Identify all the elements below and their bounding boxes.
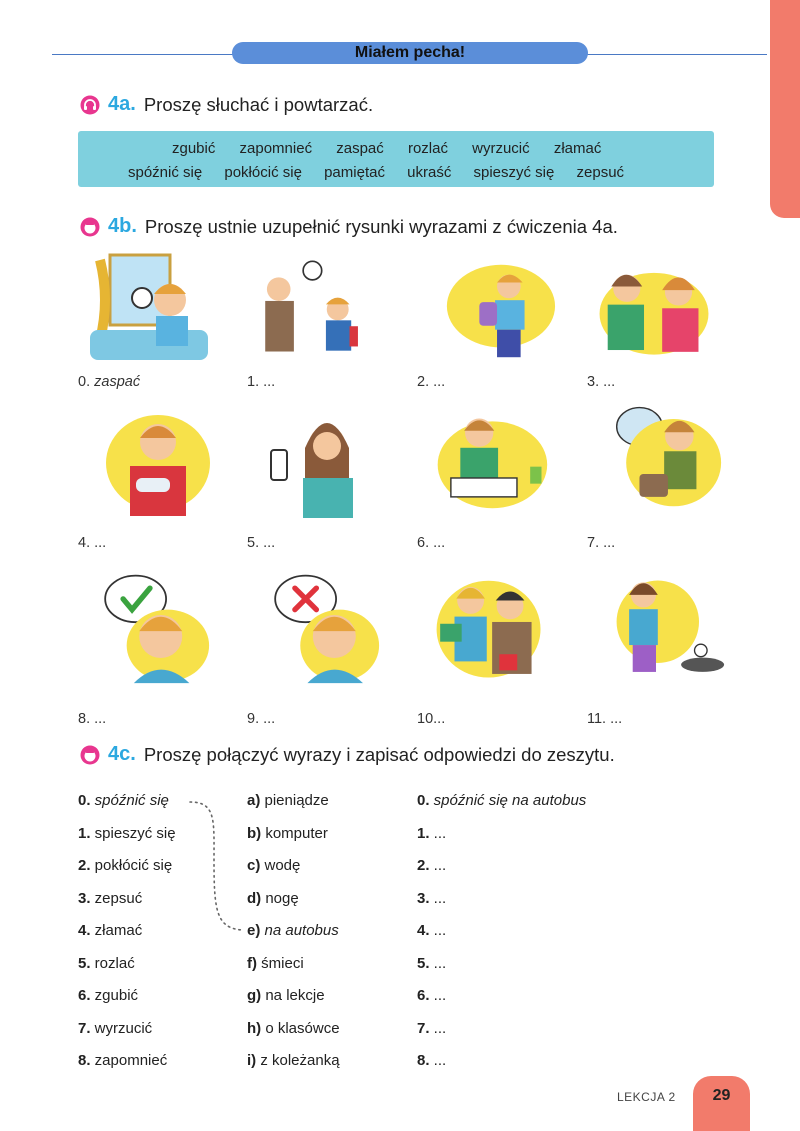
caption-text: ... xyxy=(94,711,107,727)
complement-item xyxy=(247,987,325,1004)
complement-item-label: i) xyxy=(247,1052,257,1069)
word: ukraść xyxy=(407,164,452,181)
caption-8 xyxy=(78,711,106,727)
verb-item-label: 4. xyxy=(78,922,91,939)
caption-0 xyxy=(78,374,140,390)
speaking-icon xyxy=(80,217,100,237)
complement-item-text: na autobus xyxy=(260,922,339,939)
caption-4 xyxy=(78,535,106,551)
answer-item xyxy=(417,857,446,874)
answer-item-text: ... xyxy=(429,922,447,939)
complement-item-label: h) xyxy=(247,1019,262,1037)
caption-text: ... xyxy=(603,535,616,551)
verb-item-text: wyrzucić xyxy=(90,1019,153,1037)
caption-1 xyxy=(247,374,275,390)
caption-text: ... xyxy=(610,711,623,727)
answer-item-text: ... xyxy=(429,824,447,842)
caption-number: 1. xyxy=(247,374,260,390)
verb-item-text: zapomnieć xyxy=(90,1052,168,1069)
word: zepsuć xyxy=(576,164,625,181)
complement-item-text: śmieci xyxy=(257,954,304,972)
ex4a-number: 4a. xyxy=(108,93,136,115)
side-tab xyxy=(770,0,800,218)
illustration-spill xyxy=(432,405,550,517)
verb-item xyxy=(78,955,135,972)
answer-item xyxy=(417,825,446,842)
complement-item xyxy=(247,1052,340,1069)
answer-item-text: ... xyxy=(429,954,447,972)
caption-number: 6. xyxy=(417,535,430,551)
answer-item-label: 7. xyxy=(417,1019,430,1037)
complement-item-label: g) xyxy=(247,987,262,1004)
caption-text: ... xyxy=(433,374,446,390)
word: zapomnieć xyxy=(239,140,313,157)
caption-6 xyxy=(417,535,445,551)
verb-item xyxy=(78,890,142,907)
ex4c-instruction: Proszę połączyć wyrazy i zapisać odpowiedzi do zeszytu. xyxy=(143,743,615,765)
word: spóźnić się xyxy=(128,164,203,181)
answer-item-label: 4. xyxy=(417,922,430,939)
caption-text: ... xyxy=(603,374,616,390)
complement-item xyxy=(247,1020,340,1037)
caption-5 xyxy=(247,535,275,551)
answer-item-text: spóźnić się na autobus xyxy=(429,792,587,809)
verb-item-text: pokłócić się xyxy=(90,857,173,874)
word: zaspać xyxy=(336,140,384,157)
answer-item-label: 1. xyxy=(417,824,430,842)
answer-item-label: 6. xyxy=(417,987,430,1004)
caption-text: ... xyxy=(94,535,107,551)
word: spieszyć się xyxy=(473,164,555,181)
caption-10 xyxy=(417,711,445,727)
caption-text: ... xyxy=(263,711,276,727)
word: złamać xyxy=(553,140,602,157)
illustration-broken-arm xyxy=(100,408,218,520)
answer-item xyxy=(417,890,446,907)
complement-item-text: z koleżanką xyxy=(256,1052,340,1069)
illustration-oversleep xyxy=(90,250,208,362)
illustration-theft xyxy=(430,570,548,682)
word: wyrzucić xyxy=(472,140,530,157)
verb-item xyxy=(78,857,172,874)
word: pokłócić się xyxy=(224,164,302,181)
ex4a-instruction: Proszę słuchać i powtarzać. xyxy=(143,93,374,115)
complement-item xyxy=(247,922,339,939)
caption-text: .. xyxy=(437,711,446,727)
answer-item xyxy=(417,1052,446,1069)
caption-number: 7. xyxy=(587,535,600,551)
complement-item-text: wodę xyxy=(260,857,301,874)
illustration-throw-away xyxy=(610,568,728,680)
illustration-forget xyxy=(255,408,373,520)
ex4c-heading xyxy=(80,743,615,766)
ex4c-number: 4c. xyxy=(108,743,136,765)
answer-item-text: ... xyxy=(429,889,447,907)
complement-item-label: b) xyxy=(247,824,262,842)
caption-text: ... xyxy=(263,374,276,390)
verb-item-text: złamać xyxy=(90,922,143,939)
illustration-hurry xyxy=(440,255,558,367)
illustration-argue xyxy=(595,255,713,367)
complement-item-text: o klasówce xyxy=(261,1019,340,1037)
caption-number: 5. xyxy=(247,535,260,551)
verb-item-text: zepsuć xyxy=(90,889,143,907)
answer-item-text: ... xyxy=(429,857,447,874)
answer-item xyxy=(417,922,446,939)
caption-number: 3. xyxy=(587,374,600,390)
answer-item-text: ... xyxy=(429,987,447,1004)
verb-item-label: 3. xyxy=(78,889,91,907)
word: zgubić xyxy=(172,140,216,157)
lesson-title: Miałem pecha! xyxy=(232,42,588,64)
word-row-1 xyxy=(172,140,601,157)
illustration-remember xyxy=(95,572,213,684)
verb-item xyxy=(78,1052,167,1069)
complement-item-label: e) xyxy=(247,922,261,939)
answer-item-label: 0. xyxy=(417,792,430,809)
caption-text: ... xyxy=(433,535,446,551)
ex4b-number: 4b. xyxy=(108,215,137,237)
complement-item-text: nogę xyxy=(261,889,299,907)
page-number: 29 xyxy=(693,1076,750,1131)
caption-text: zaspać xyxy=(94,374,141,390)
answer-item-label: 3. xyxy=(417,889,430,907)
verb-item-label: 6. xyxy=(78,987,91,1004)
verb-item xyxy=(78,922,142,939)
ex4b-heading xyxy=(80,215,618,238)
verb-item-text: zgubić xyxy=(90,987,139,1004)
verb-item-label: 8. xyxy=(78,1052,91,1069)
caption-7 xyxy=(587,535,615,551)
answer-item-text: ... xyxy=(429,1052,447,1069)
illustration-forgot xyxy=(265,572,383,684)
complement-item xyxy=(247,792,329,809)
caption-number: 10. xyxy=(417,711,438,727)
answer-item xyxy=(417,792,586,809)
complement-item xyxy=(247,890,299,907)
speaking-icon xyxy=(80,745,100,765)
caption-11 xyxy=(587,711,622,727)
caption-2 xyxy=(417,374,445,390)
caption-number: 4. xyxy=(78,535,91,551)
complement-item-label: f) xyxy=(247,954,257,972)
illustration-lost-keys xyxy=(608,400,726,512)
caption-number: 2. xyxy=(417,374,430,390)
ex4a-heading xyxy=(80,93,373,116)
complement-item-text: komputer xyxy=(261,824,328,842)
complement-item-label: d) xyxy=(247,889,262,907)
answer-item-label: 2. xyxy=(417,857,430,874)
word: pamiętać xyxy=(324,164,385,181)
verb-item-label: 2. xyxy=(78,857,91,874)
answer-item xyxy=(417,987,446,1004)
verb-item-label: 7. xyxy=(78,1019,91,1037)
verb-item-text: spóźnić się xyxy=(90,792,169,809)
answer-item xyxy=(417,1020,446,1037)
answer-item-label: 5. xyxy=(417,954,430,972)
illustration-late xyxy=(245,250,363,362)
caption-number: 11. xyxy=(587,711,607,727)
verb-item xyxy=(78,825,176,842)
caption-number: 0. xyxy=(78,374,91,390)
verb-item-label: 0. xyxy=(78,792,91,809)
verb-item-label: 5. xyxy=(78,954,91,972)
dotted-connector xyxy=(186,790,246,940)
word-row-2 xyxy=(128,164,624,181)
complement-item-text: na lekcje xyxy=(261,987,325,1004)
answer-item-text: ... xyxy=(429,1019,447,1037)
verb-item xyxy=(78,792,169,809)
lesson-label: LEKCJA 2 xyxy=(617,1090,676,1104)
verb-item-text: spieszyć się xyxy=(90,824,176,842)
verb-item xyxy=(78,1020,152,1037)
verb-item-label: 1. xyxy=(78,824,91,842)
answer-item xyxy=(417,955,446,972)
complement-item xyxy=(247,825,328,842)
verb-item-text: rozlać xyxy=(90,954,135,972)
verb-item xyxy=(78,987,138,1004)
answer-item-label: 8. xyxy=(417,1052,430,1069)
complement-item xyxy=(247,955,304,972)
word: rozlać xyxy=(407,140,448,157)
caption-number: 8. xyxy=(78,711,91,727)
caption-3 xyxy=(587,374,615,390)
complement-item-label: c) xyxy=(247,857,261,874)
caption-9 xyxy=(247,711,275,727)
headphones-icon[interactable] xyxy=(80,95,100,115)
ex4b-instruction: Proszę ustnie uzupełnić rysunki wyrazami z ćwiczenia 4a. xyxy=(144,215,618,237)
complement-item-label: a) xyxy=(247,792,261,809)
complement-item-text: pieniądze xyxy=(260,792,329,809)
caption-text: ... xyxy=(263,535,276,551)
complement-item xyxy=(247,857,300,874)
caption-number: 9. xyxy=(247,711,260,727)
